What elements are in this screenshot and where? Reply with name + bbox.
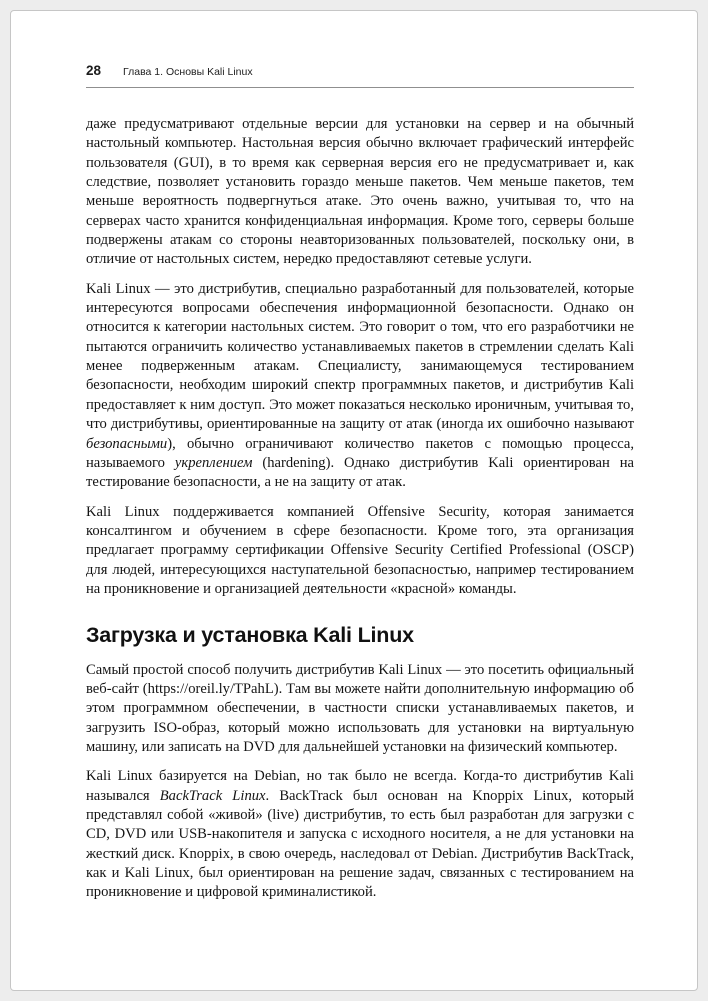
text-run: Kali Linux базируется на Debian, но так было не всегда. Когда-то дистрибутив Kali назывался (86, 768, 634, 804)
text-run: безопасными (86, 435, 168, 452)
paragraph (86, 115, 634, 270)
section-heading: Загрузка и установка Kali Linux (86, 623, 414, 648)
text-run: ). Там вы можете найти дополнительную информацию об этом программном обеспечении, в частности списки устанавливаемых пакетов, и загрузить ISO-образ, который можно использовать для установки на виртуальную машину, или записать на DVD для дальнейшей установки на физический компьютер. (86, 680, 634, 755)
page-header (86, 63, 634, 78)
text-run: ), обычно ограничивают количество пакетов с помощью процесса, называемого (86, 435, 634, 471)
text-run: даже предусматривают отдельные версии для установки на сервер и на обычный настольный компьютер. Настольная версия обычно включает графический интерфейс пользователя (GUI), в то время как серверная версия его не предусматривает и, как следствие, позволяет установить гораздо меньше пакетов. Чем меньше пакетов, тем меньше вероятность подвергнуться атаке. Это очень важно, учитывая то, что на серверах часто хранится конфиденциальная информация. Кроме того, серверы больше подвержены атакам со стороны неавторизованных пользователей, поскольку они, в отличие от настольных систем, нередко предоставляют сетевые услуги. (86, 116, 634, 268)
text-run: Kali Linux поддерживается компанией Offensive Security, которая занимается консалтингом и обучением в сфере безопасности. Кроме того, эта организация предлагает программу сертификации Offensive Security Certified Professional (OSCP) для людей, интересующихся наступательной безопасностью, например тестированием на проникновение и организацией деятельности «красной» команды. (86, 503, 634, 597)
paragraph (86, 661, 634, 758)
page-body (86, 115, 634, 903)
text-run: укреплением (174, 454, 253, 471)
header-rule (86, 87, 634, 88)
book-page (10, 10, 698, 991)
paragraph (86, 767, 634, 902)
website-url: https://oreil.ly/TPahL (147, 680, 274, 697)
text-run: Kali Linux — это дистрибутив, специально разработанный для пользователей, которые интересуются вопросами обеспечения информационной безопасности. Однако он относится к категории настольных систем. Это говорит о том, что его разработчики не пытаются ограничить количество устанавливаемых пакетов в стремлении сделать Kali менее подверженным атакам. Специалисту, занимающемуся тестированием безопасности, необходим широкий спектр программных пакетов, и дистрибутив Kali предоставляет к ним доступ. Это может показаться несколько ироничным, учитывая то, что дистрибутивы, ориентированные на защиту от атак (иногда их ошибочно называют (86, 280, 634, 433)
text-run: (hardening). Однако дистрибутив Kali ориентирован на тестирование безопасности, а не на защиту от атак. (86, 454, 634, 491)
text-run: . BackTrack был основан на Knoppix Linux, который представлял собой «живой» (live) дистрибутив, то есть был разработан для загрузки с CD, DVD или USB-накопителя и запуска с исходного носителя, а не для установки на жесткий диск. Knoppix, в свою очередь, наследовал от Debian. Дистрибутив BackTrack, как и Kali Linux, был ориентирован на решение задач, связанных с тестированием на проникновение и цифровой криминалистикой. (86, 787, 634, 901)
text-run: BackTrack Linux (159, 787, 266, 804)
paragraph (86, 503, 634, 600)
paragraph (86, 280, 634, 493)
text-run: Самый простой способ получить дистрибутив Kali Linux — это посетить официальный веб-сайт ( (86, 661, 634, 697)
page-number: 28 (86, 63, 102, 78)
running-title: Глава 1. Основы Kali Linux (123, 66, 253, 78)
